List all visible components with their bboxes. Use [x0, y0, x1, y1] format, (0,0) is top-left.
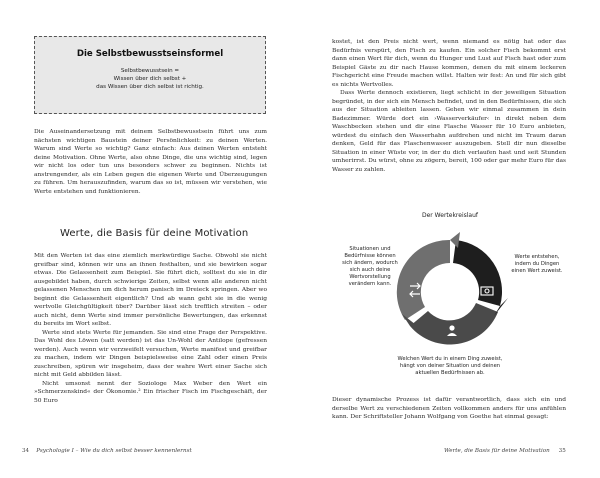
paragraph: Nicht umsonst nennt der Soziologe Max Weber den Wert ein »Schmerzenskind« der Ökonomie.² Ein frischer Fisch im Fischgeschäft, der 50 Euro	[34, 380, 267, 404]
figure-title: Der Wertekreislauf	[421, 212, 479, 219]
footer-right	[444, 448, 566, 454]
intro-paragraph: Die Auseinandersetzung mit deinem Selbstbewusstsein führt uns zum nächsten wichtigen Baustein deiner Persönlichkeit: zu deinen Werten. Warum sind Werte so wichtig? Ganz einfach: Aus deinen Werten entsteht deine Motivation. Ohne Werte, also ohne Dinge, die uns wichtig sind, legen wir nicht los oder tun uns besonders schwer zu beginnen. Nichts ist anstrengender, als ein Leben gegen die eigenen Werte und Überzeugungen zu führen. Um herauszufinden, warum das so ist, müssen wir verstehen, wie Werte entstehen und funktionieren.	[34, 129, 267, 195]
value-cycle-diagram	[380, 226, 520, 358]
formula-line-1: Selbstbewusstsein =	[120, 68, 180, 74]
formula-line-2: Wissen über dich selbst +	[113, 76, 187, 82]
paragraph: Werte sind stets Werte für jemanden. Sie sind eine Frage der Perspektive. Das Wohl des Löwen (satt werden) ist das Un-Wohl der Antilope (gefressen werden). Auch wenn wir verzweifelt versuchen, Werte manifest und greifbar zu machen, indem wir Dingen beispielsweise eine Zahl oder einen Preis zuschreiben, spüren wir insgeheim, dass der wahre Wert einer Sache sich nicht mit Geld abbilden lässt.	[34, 329, 267, 378]
formula-box	[34, 36, 266, 114]
page-number-left: 34	[22, 448, 30, 454]
formula-box-title: Die Selbstbewusstseinsformel	[76, 49, 224, 59]
figure-label-change: Situationen und Bedürfnisse können sich ändern, wodurch sich auch deine Wertvorstellung verändern kann.	[342, 246, 398, 287]
figure-label-situation: Welchen Wert du in einem Ding zuweist, hängt von deiner Situation und deinen aktuellen Bedürfnissen ab.	[397, 356, 503, 376]
section-heading: Werte, die Basis für deine Motivation	[60, 228, 249, 239]
figure-label-assign: Werte entstehen, indem du Dingen einen Wert zuweist.	[511, 254, 563, 274]
footer-left	[22, 448, 192, 454]
paragraph: Mit den Werten ist das eine ziemlich merkwürdige Sache. Obwohl sie nicht greifbar sind, können wir uns an ihnen festhalten, und sie bewirken sogar etwas. Die Gelassenheit zum Beispiel. Sie führt dich, solltest du sie in dir ausgebildet haben, durch schwierige Zeiten, selbst wenn alle anderen nicht gelassenen Menschen um dich herum panisch im Dreieck springen. Aber wo beginnt die Gelassenheit eigentlich? Und ab wann geht sie in die wenig wertvolle Gleichgültigkeit über? Darüber lässt sich trefflich streiten – oder auch nicht, denn Werte sind immer persönliche Bewertungen, das erkennst du bereits im Wort selbst.	[34, 253, 267, 327]
intro-text	[34, 128, 267, 196]
body-text-left	[34, 252, 267, 405]
running-header-left: Psychologie I – Wie du dich selbst besser kennenlernst	[36, 448, 192, 454]
bottom-text-right	[332, 396, 566, 422]
page-number-right: 35	[558, 448, 566, 454]
body-text-right	[332, 38, 566, 174]
formula-box-lines	[35, 67, 265, 91]
paragraph: Dass Werte dennoch existieren, liegt schlicht in der jeweiligen Situation begründet, in der sich ein Mensch befindet, und in den Bedürfnissen, die sich aus der Situation ableiten lassen. Gehen wir einmal zusammen in dein Badezimmer. Würde dort ein ›Wasserverkäufer‹ in direkt neben dem Waschbecken stehen und dir eine Flasche Wasser für 10 Euro anbieten, würdest du einfach den Wasserhahn aufdrehen und nicht im Traum daran denken, Geld für das Flaschenwasser auszugeben. Stell dir nun dieselbe Situation in einer Wüste vor, in der du dich verlaufen hast und seit Stunden umherirrst. Du würst, ohne zu zögern, bereit, 100 oder gar mehr Euro für das Wasser zu zahlen.	[332, 90, 566, 173]
formula-line-3: das Wissen über dich selbst ist richtig.	[96, 84, 204, 90]
running-header-right: Werte, die Basis für deine Motivation	[444, 448, 550, 454]
paragraph: Dieser dynamische Prozess ist dafür verantwortlich, dass sich ein und derselbe Wert zu verschiedenen Zeiten vollkommen anders für uns anfühlen kann. Der Schriftsteller Johann Wolfgang von Goethe hat einmal gesagt:	[332, 397, 566, 420]
paragraph: kostet, ist den Preis nicht wert, wenn niemand es nötig hat oder das Bedürfnis verspürt, den Fisch zu kaufen. Ein solcher Fisch bekommt erst dann einen Wert für dich, wenn du Hunger und Lust auf Fisch hast oder zum Beispiel Gäste zu dir nach Hause kommen, denen du mit einem leckeren Fischgericht eine Freude machen willst. Halten wir fest: An und für sich gibt es nichts Wertvolles.	[332, 39, 566, 88]
